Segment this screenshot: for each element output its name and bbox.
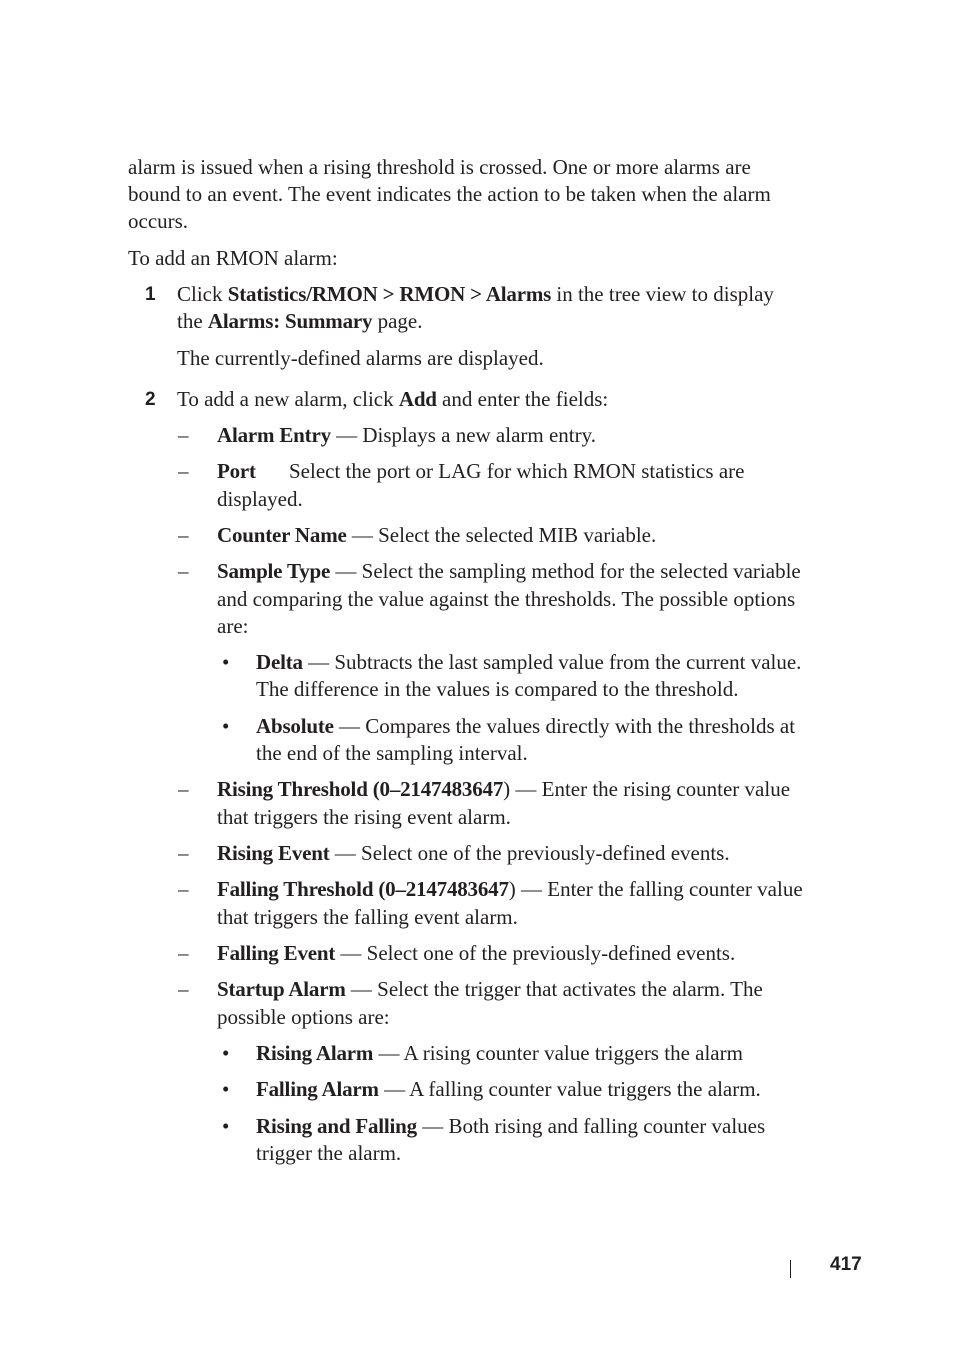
field-alarm-entry: Alarm Entry — Displays a new alarm entry. [217, 423, 597, 447]
intro-line-1: alarm is issued when a rising threshold is crossed. One or more alarms are [128, 155, 751, 179]
option-falling-alarm: Falling Alarm — A falling counter value triggers the alarm. [256, 1077, 761, 1101]
intro-line-2: bound to an event. The event indicates the action to be taken when the alarm [128, 182, 771, 206]
bullet-marker: • [222, 1077, 230, 1101]
intro-line-3: occurs. [128, 209, 189, 233]
dash-marker: – [178, 777, 189, 801]
option-delta-1: Delta — Subtracts the last sampled value from the current value. [256, 650, 802, 674]
dash-marker: – [178, 559, 189, 583]
footer-divider [790, 1260, 791, 1278]
dash-marker: – [178, 977, 189, 1001]
bullet-marker: • [222, 714, 230, 738]
field-sample-type-1: Sample Type — Select the sampling method for the selected variable [217, 559, 801, 583]
field-startup-alarm-1: Startup Alarm — Select the trigger that activates the alarm. The [217, 977, 763, 1001]
step-1-line-1: Click Statistics/RMON > RMON > Alarms in the tree view to display [177, 282, 774, 306]
option-delta-2: The difference in the values is compared to the threshold. [256, 677, 739, 701]
option-rising-and-falling-1: Rising and Falling — Both rising and falling counter values [256, 1114, 766, 1138]
page-name: Alarms: Summary [207, 309, 373, 333]
field-rising-threshold-1: Rising Threshold (0–2147483647) — Enter the rising counter value [217, 777, 791, 801]
lead-text: To add an RMON alarm: [128, 246, 338, 270]
field-counter-name: Counter Name — Select the selected MIB variable. [217, 523, 657, 547]
dash-marker: – [178, 523, 189, 547]
option-absolute-2: the end of the sampling interval. [256, 741, 528, 765]
dash-marker: – [178, 423, 189, 447]
bullet-marker: • [222, 1041, 230, 1065]
menu-path: Statistics/RMON > RMON > Alarms [227, 282, 552, 306]
field-rising-event: Rising Event — Select one of the previously-defined events. [217, 841, 730, 865]
step-1-note: The currently-defined alarms are displayed. [177, 346, 544, 370]
bullet-marker: • [222, 650, 230, 674]
option-rising-and-falling-2: trigger the alarm. [256, 1141, 402, 1165]
field-falling-threshold-1: Falling Threshold (0–2147483647) — Enter the falling counter value [217, 877, 803, 901]
dash-marker: – [178, 841, 189, 865]
field-sample-type-3: are: [217, 614, 249, 638]
option-rising-alarm: Rising Alarm — A rising counter value triggers the alarm [256, 1041, 743, 1065]
field-rising-threshold-2: that triggers the rising event alarm. [217, 805, 511, 829]
dash-marker: – [178, 459, 189, 483]
step-1-number: 1 [145, 284, 156, 305]
dash-marker: – [178, 877, 189, 901]
step-2-line: To add a new alarm, click Add and enter the fields: [177, 387, 609, 411]
field-startup-alarm-2: possible options are: [217, 1005, 390, 1029]
add-label: Add [398, 387, 437, 411]
field-port-label: Port [217, 459, 256, 483]
bullet-marker: • [222, 1114, 230, 1138]
step-2-number: 2 [145, 389, 156, 410]
dash-marker: – [178, 941, 189, 965]
field-sample-type-2: and comparing the value against the thresholds. The possible options [217, 587, 796, 611]
page-number: 417 [830, 1254, 862, 1275]
option-absolute-1: Absolute — Compares the values directly with the thresholds at [256, 714, 796, 738]
field-falling-event: Falling Event — Select one of the previously-defined events. [217, 941, 736, 965]
field-port-text-2: displayed. [217, 487, 303, 511]
step-1-line-2: the Alarms: Summary page. [177, 309, 423, 333]
field-port-text-1: Select the port or LAG for which RMON statistics are [289, 459, 745, 483]
field-falling-threshold-2: that triggers the falling event alarm. [217, 905, 518, 929]
